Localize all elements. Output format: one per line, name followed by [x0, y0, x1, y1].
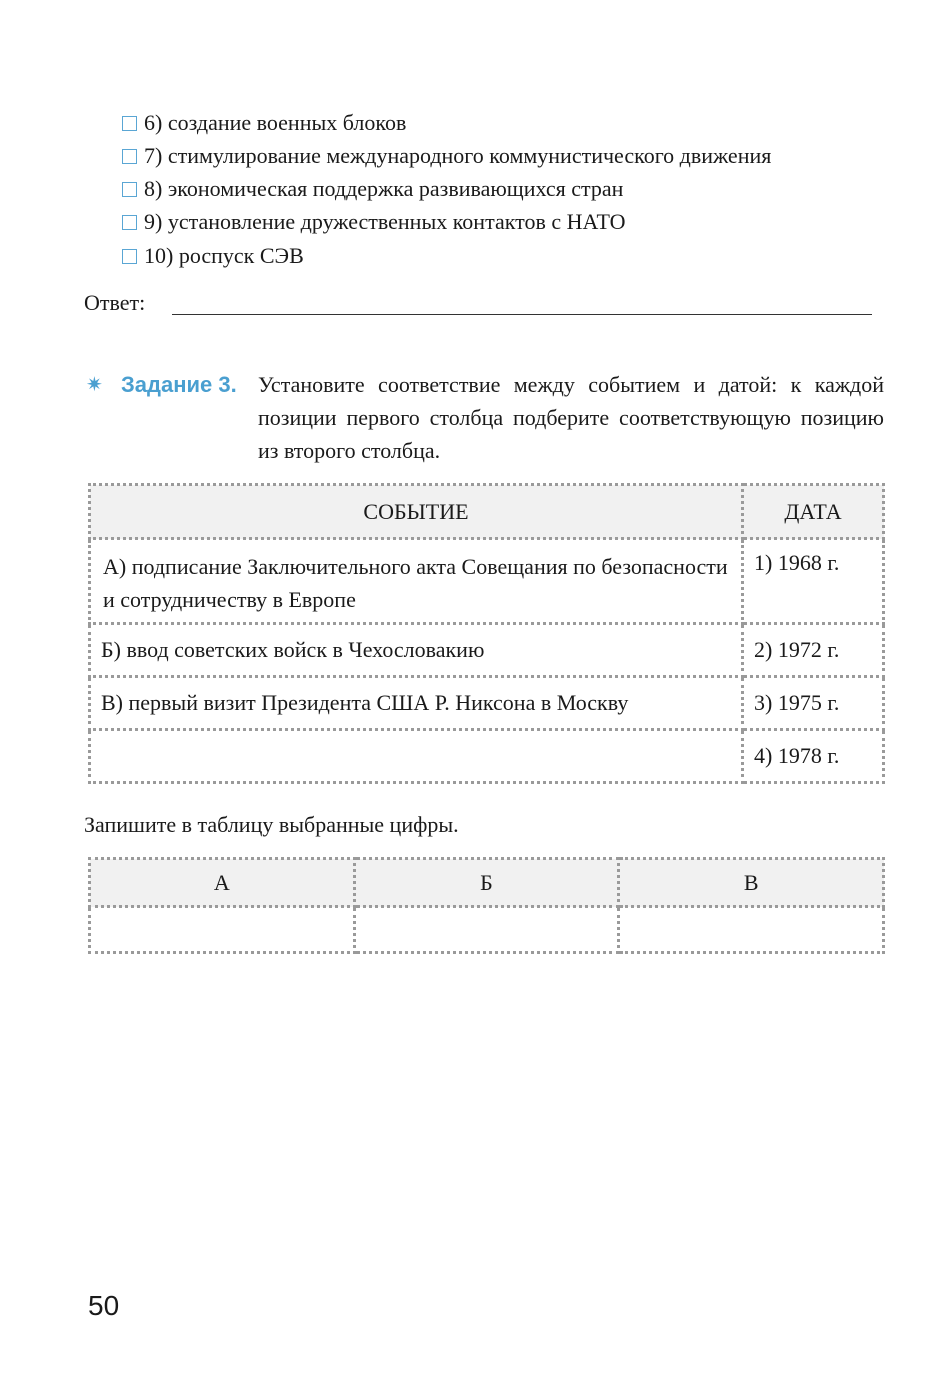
- option-label: 8) экономическая поддержка развивающихся стран: [144, 176, 624, 201]
- checkbox[interactable]: [122, 249, 137, 264]
- option-label: 7) стимулирование международного коммунистического движения: [144, 143, 772, 168]
- event-a: А) подписание Заключительного акта Совещания по безопасности и сотрудничеству в Европе: [90, 539, 743, 624]
- option-label: 6) создание военных блоков: [144, 110, 407, 135]
- task-text: Установите соответствие между событием и датой: к каждой позиции первого столбца подберите соответствующую позицию из второго столбца.: [258, 372, 884, 463]
- checkbox[interactable]: [122, 182, 137, 197]
- event-v: В) первый визит Президента США Р. Никсона в Москву: [90, 677, 743, 730]
- answer-cell-b[interactable]: [354, 907, 619, 953]
- option-label: 9) установление дружественных контактов с НАТО: [144, 209, 626, 234]
- date-1: 1) 1968 г.: [743, 539, 884, 624]
- header-date: ДАТА: [743, 485, 884, 539]
- page-number: 50: [88, 1290, 120, 1321]
- answer-cell-a[interactable]: [90, 907, 355, 953]
- instruction: Запишите в таблицу выбранные цифры.: [84, 812, 459, 837]
- answer-cell-v[interactable]: [619, 907, 884, 953]
- answer-line[interactable]: [172, 314, 872, 315]
- date-3: 3) 1975 г.: [743, 677, 884, 730]
- date-2: 2) 1972 г.: [743, 624, 884, 677]
- star-icon: ✷: [86, 372, 103, 396]
- checkbox[interactable]: [122, 149, 137, 164]
- answer-table: [88, 857, 885, 954]
- answer-header-b: Б: [354, 859, 619, 907]
- checkbox[interactable]: [122, 116, 137, 131]
- option-7[interactable]: [122, 143, 771, 169]
- date-4: 4) 1978 г.: [743, 730, 884, 783]
- matching-table: [88, 483, 885, 784]
- task-title: Задание 3.: [121, 372, 237, 397]
- answer-header-v: В: [619, 859, 884, 907]
- event-empty: [90, 730, 743, 783]
- checkbox[interactable]: [122, 215, 137, 230]
- option-label: 10) роспуск СЭВ: [144, 243, 304, 268]
- answer-header-a: А: [90, 859, 355, 907]
- option-9[interactable]: [122, 209, 625, 235]
- event-b: Б) ввод советских войск в Чехословакию: [90, 624, 743, 677]
- option-8[interactable]: [122, 176, 623, 202]
- option-10[interactable]: [122, 243, 304, 269]
- answer-label: Ответ:: [84, 290, 146, 315]
- header-event: СОБЫТИЕ: [90, 485, 743, 539]
- option-6[interactable]: [122, 110, 406, 136]
